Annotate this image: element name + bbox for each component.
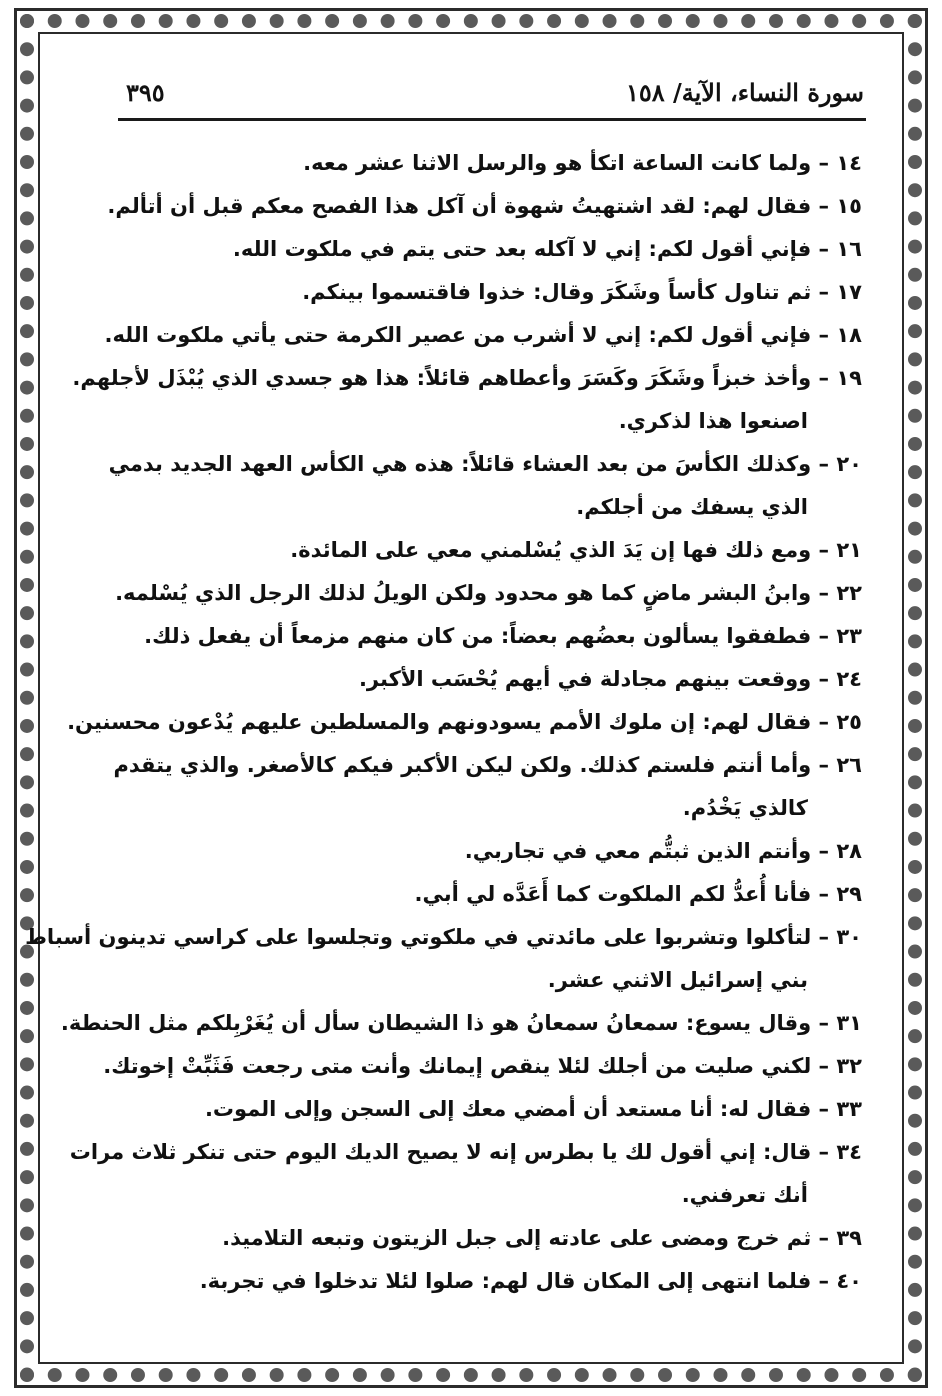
verse-item — [67, 701, 862, 744]
page-number: ٣٩٥ — [126, 78, 165, 107]
page-header — [118, 72, 864, 116]
running-title: سورة النساء، الآية/ ١٥٨ — [625, 78, 864, 107]
verse-first-line — [233, 237, 862, 261]
verse-text: فإني أقول لكم: إني لا أشرب من عصير الكرمة حتى يأتي ملكوت الله. — [104, 323, 812, 347]
verse-number: ٢٣ – — [818, 624, 862, 648]
verse-item — [120, 658, 862, 701]
verse-text: ووقعت بينهم مجادلة في أيهم يُحْسَب الأكبر. — [358, 667, 812, 691]
verse-first-line — [115, 581, 862, 605]
verse-item — [120, 1260, 862, 1303]
verse-item — [107, 185, 862, 228]
verse-item — [72, 357, 862, 443]
verse-item — [120, 1088, 862, 1131]
verse-first-line — [415, 882, 863, 906]
verse-continuation: الذي يسفك من أجلكم. — [576, 495, 808, 519]
verse-first-line — [67, 710, 862, 734]
verse-text: لتأكلوا وتشربوا على مائدتي في ملكوتي وتجلسوا على كراسي تدينون أسباط — [25, 925, 812, 949]
verse-text: ولما كانت الساعة اتكأ هو والرسل الاثنا عشر معه. — [303, 151, 812, 175]
verse-first-line — [61, 1011, 862, 1035]
verse-first-line — [200, 1269, 862, 1293]
verse-number: ١٩ – — [818, 366, 862, 390]
verse-item — [120, 873, 862, 916]
verse-number: ٢٦ – — [818, 753, 862, 777]
verse-text: فطفقوا يسألون بعضُهم بعضاً: من كان منهم مزمعاً أن يفعل ذلك. — [144, 624, 812, 648]
verse-first-line — [290, 538, 862, 562]
verse-text: وابنُ البشر ماضٍ كما هو محدود ولكن الويلُ لذلك الرجل الذي يُسْلمه. — [115, 581, 812, 605]
verse-text: لكني صليت من أجلك لئلا ينقص إيمانك وأنت متى رجعت فَثَبِّتْ إخوتك. — [103, 1054, 812, 1078]
verse-number: ٢٠ – — [818, 452, 862, 476]
verse-list — [25, 142, 862, 1303]
verse-number: ٣٢ – — [818, 1054, 862, 1078]
verse-first-line — [72, 366, 862, 390]
verse-item — [60, 1002, 862, 1045]
verse-item — [120, 228, 862, 271]
verse-number: ٣٤ – — [818, 1140, 862, 1164]
verse-first-line — [70, 1140, 862, 1164]
verse-number: ٢١ – — [818, 538, 862, 562]
verse-text: فقال لهم: إن ملوك الأمم يسودونهم والمسلطين عليهم يُدْعون محسنين. — [67, 710, 812, 734]
verse-text: فقال له: أنا مستعد أن أمضي معك إلى السجن وإلى الموت. — [204, 1097, 812, 1121]
verse-item — [113, 744, 862, 830]
verse-text: فإني أقول لكم: إني لا آكله بعد حتى يتم في ملكوت الله. — [232, 237, 812, 261]
verse-number: ١٧ – — [818, 280, 862, 304]
verse-text: ثم خرج ومضى على عادته إلى جبل الزيتون وتبعه التلاميذ. — [222, 1226, 812, 1250]
verse-item — [120, 1217, 862, 1260]
verse-first-line — [303, 151, 862, 175]
verse-first-line — [107, 194, 862, 218]
verse-item — [69, 1131, 862, 1217]
verse-number: ٢٤ – — [818, 667, 862, 691]
verse-item — [120, 830, 862, 873]
header-rule — [118, 118, 866, 121]
verse-first-line — [103, 1054, 862, 1078]
verse-number: ٣٠ – — [818, 925, 862, 949]
verse-text: فلما انتهى إلى المكان قال لهم: صلوا لئلا تدخلوا في تجربة. — [199, 1269, 812, 1293]
verse-text: ومع ذلك فها إن يَدَ الذي يُسْلمني معي على المائدة. — [290, 538, 812, 562]
verse-first-line — [205, 1097, 862, 1121]
verse-item — [104, 314, 862, 357]
verse-number: ٢٩ – — [818, 882, 862, 906]
verse-first-line — [302, 280, 862, 304]
verse-first-line — [144, 624, 862, 648]
verse-item — [108, 443, 862, 529]
verse-number: ٢٥ – — [818, 710, 862, 734]
verse-number: ٣٣ – — [818, 1097, 862, 1121]
verse-continuation: بني إسرائيل الاثني عشر. — [547, 968, 808, 992]
verse-first-line — [114, 753, 862, 777]
verse-number: ٣١ – — [818, 1011, 862, 1035]
verse-text: وكذلك الكأسَ من بعد العشاء قائلاً: هذه هي الكأس العهد الجديد بدمي — [108, 452, 812, 476]
verse-item — [103, 1045, 862, 1088]
verse-number: ١٤ – — [818, 151, 862, 175]
verse-item — [120, 529, 862, 572]
verse-text: وقال يسوع: سمعانُ سمعانُ هو ذا الشيطان سأل أن يُغَرْبِلكم مثل الحنطة. — [60, 1011, 812, 1035]
verse-number: ٣٩ – — [818, 1226, 862, 1250]
verse-text: فقال لهم: لقد اشتهيتُ شهوة أن آكل هذا الفصح معكم قبل أن أتألم. — [107, 194, 812, 218]
verse-text: وأنتم الذين ثبتُّم معي في تجاربي. — [464, 839, 812, 863]
verse-item — [120, 142, 862, 185]
verse-number: ١٨ – — [818, 323, 862, 347]
verse-number: ١٥ – — [818, 194, 862, 218]
verse-text: وأما أنتم فلستم كذلك. ولكن ليكن الأكبر فيكم كالأصغر. والذي يتقدم — [113, 753, 812, 777]
verse-number: ١٦ – — [818, 237, 862, 261]
verse-continuation: اصنعوا هذا لذكري. — [618, 409, 808, 433]
verse-first-line — [465, 839, 862, 863]
verse-number: ٢٨ – — [818, 839, 862, 863]
verse-item — [120, 271, 862, 314]
verse-first-line — [359, 667, 862, 691]
verse-first-line — [109, 452, 862, 476]
verse-text: فأنا أُعدُّ لكم الملكوت كما أَعَدَّه لي أبي. — [414, 882, 812, 906]
verse-item — [120, 615, 862, 658]
verse-number: ٢٢ – — [818, 581, 862, 605]
verse-text: وأخذ خبزاً وشَكَرَ وكَسَرَ وأعطاهم قائلاً: هذا هو جسدي الذي يُبْذَل لأجلهم. — [72, 366, 812, 390]
verse-first-line — [25, 925, 862, 949]
verse-text: قال: إني أقول لك يا بطرس إنه لا يصيح الديك اليوم حتى تنكر ثلاث مرات — [69, 1140, 812, 1164]
verse-text: ثم تناول كأساً وشَكَرَ وقال: خذوا فاقتسموا بينكم. — [302, 280, 812, 304]
verse-number: ٤٠ – — [818, 1269, 862, 1293]
verse-item — [25, 916, 862, 1002]
verse-continuation: أنك تعرفني. — [681, 1183, 808, 1207]
verse-item — [115, 572, 862, 615]
verse-continuation: كالذي يَخْدُم. — [682, 796, 808, 820]
verse-first-line — [105, 323, 863, 347]
verse-first-line — [222, 1226, 862, 1250]
